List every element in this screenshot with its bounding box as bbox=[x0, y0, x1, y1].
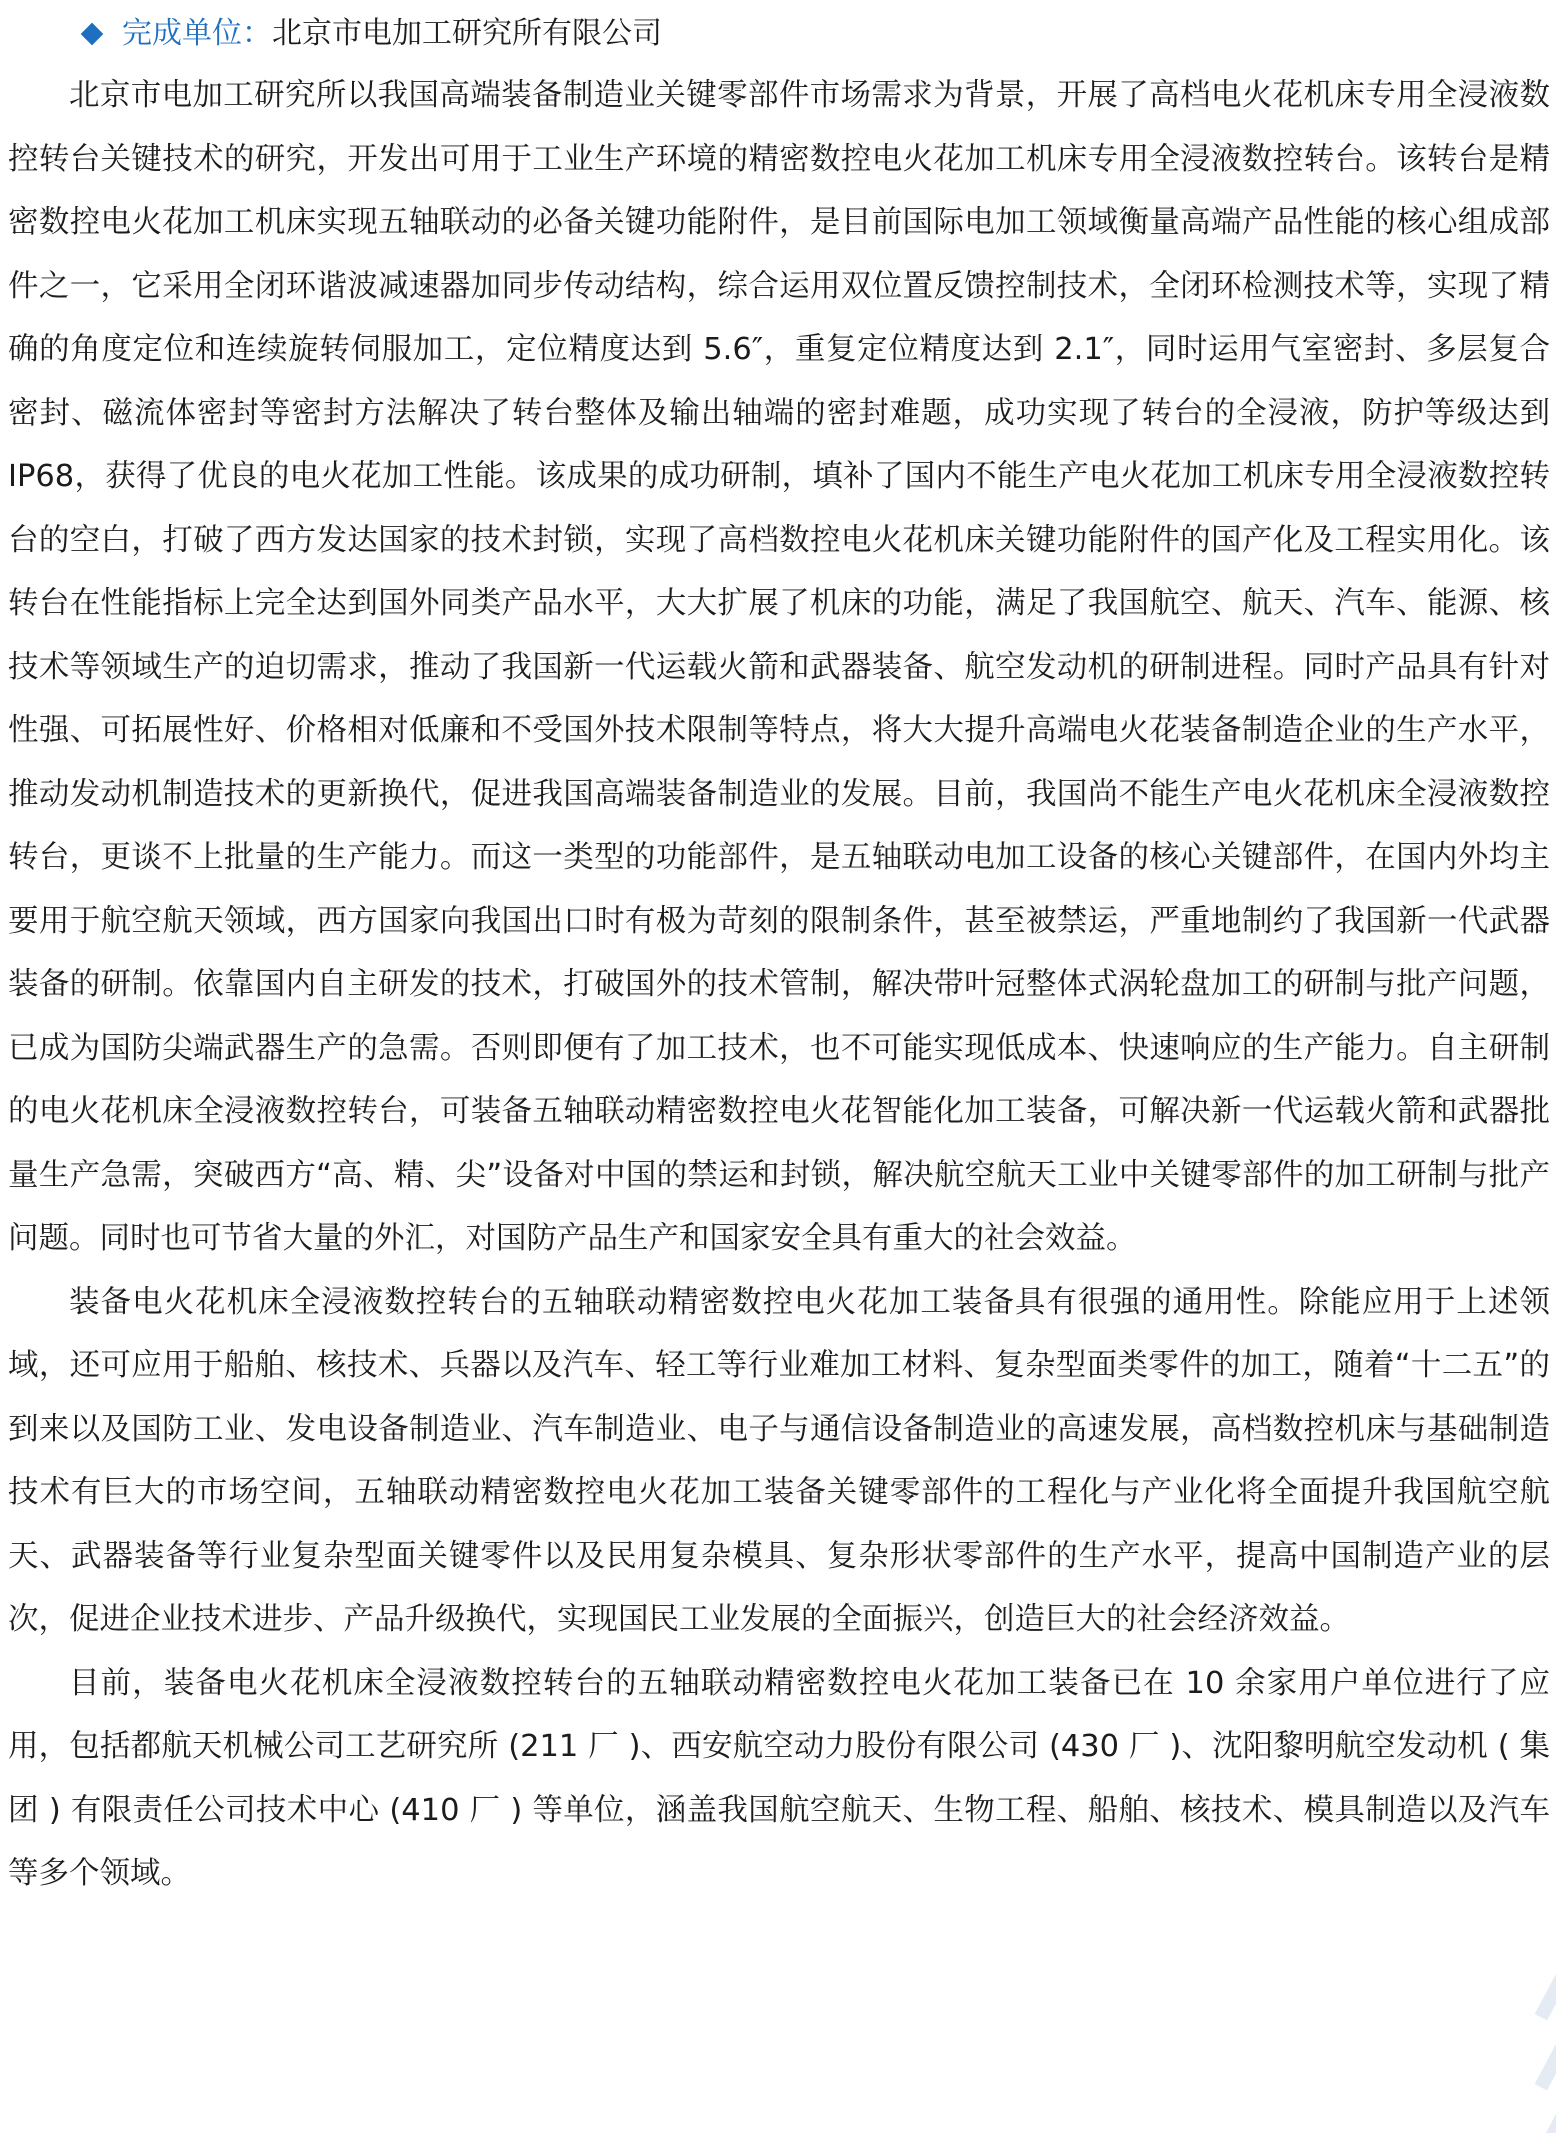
paragraph-3: 目前，装备电火花机床全浸液数控转台的五轴联动精密数控电火花加工装备已在 10 余家用户单位进行了应用，包括都航天机械公司工艺研究所 (211 厂 )、西安航空动力股份有限公司 (430 厂 )、沈阳黎明航空发动机 ( 集团 ) 有限责任公司技术中心 (410 厂 ) 等单位，涵盖我国航空航天、生物工程、船舶、核技术、模具制造以及汽车等多个领域。 bbox=[8, 1665, 1550, 1891]
header-label: 完成单位： bbox=[122, 16, 272, 51]
organization-name: 北京市电加工研究所有限公司 bbox=[272, 16, 662, 51]
unit-header bbox=[80, 10, 662, 58]
article-body bbox=[8, 64, 1550, 1906]
diamond-bullet-icon bbox=[81, 23, 104, 46]
paragraph-2: 装备电火花机床全浸液数控转台的五轴联动精密数控电火花加工装备具有很强的通用性。除能应用于上述领域，还可应用于船舶、核技术、兵器以及汽车、轻工等行业难加工材料、复杂型面类零件的加工，随着“十二五”的到来以及国防工业、发电设备制造业、汽车制造业、电子与通信设备制造业的高速发展，高档数控机床与基础制造技术有巨大的市场空间，五轴联动精密数控电火花加工装备关键零部件的工程化与产业化将全面提升我国航空航天、武器装备等行业复杂型面关键零件以及民用复杂模具、复杂形状零部件的生产水平，提高中国制造产业的层次，促进企业技术进步、产品升级换代，实现国民工业发展的全面振兴，创造巨大的社会经济效益。 bbox=[8, 1284, 1550, 1637]
paragraph-1: 北京市电加工研究所以我国高端装备制造业关键零部件市场需求为背景，开展了高档电火花机床专用全浸液数控转台关键技术的研究，开发出可用于工业生产环境的精密数控电火花加工机床专用全浸液数控转台。该转台是精密数控电火花加工机床实现五轴联动的必备关键功能附件，是目前国际电加工领域衡量高端产品性能的核心组成部件之一，它采用全闭环谐波减速器加同步传动结构，综合运用双位置反馈控制技术，全闭环检测技术等，实现了精确的角度定位和连续旋转伺服加工，定位精度达到 5.6″，重复定位精度达到 2.1″，同时运用气室密封、多层复合密封、磁流体密封等密封方法解决了转台整体及输出轴端的密封难题，成功实现了转台的全浸液，防护等级达到 IP68，获得了优良的电火花加工性能。该成果的成功研制，填补了国内不能生产电火花加工机床专用全浸液数控转台的空白，打破了西方发达国家的技术封锁，实现了高档数控电火花机床关键功能附件的国产化及工程实用化。该转台在性能指标上完全达到国外同类产品水平，大大扩展了机床的功能，满足了我国航空、航天、汽车、能源、核技术等领域生产的迫切需求，推动了我国新一代运载火箭和武器装备、航空发动机的研制进程。同时产品具有针对性强、可拓展性好、价格相对低廉和不受国外技术限制等特点，将大大提升高端电火花装备制造企业的生产水平，推动发动机制造技术的更新换代，促进我国高端装备制造业的发展。目前，我国尚不能生产电火花机床全浸液数控转台，更谈不上批量的生产能力。而这一类型的功能部件，是五轴联动电加工设备的核心关键部件，在国内外均主要用于航空航天领域，西方国家向我国出口时有极为苛刻的限制条件，甚至被禁运，严重地制约了我国新一代武器装备的研制。依靠国内自主研发的技术，打破国外的技术管制，解决带叶冠整体式涡轮盘加工的研制与批产问题，已成为国防尖端武器生产的急需。否则即便有了加工技术，也不可能实现低成本、快速响应的生产能力。自主研制的电火花机床全浸液数控转台，可装备五轴联动精密数控电火花智能化加工装备，可解决新一代运载火箭和武器批量生产急需，突破西方“高、精、尖”设备对中国的禁运和封锁，解决航空航天工业中关键零部件的加工研制与批产问题。同时也可节省大量的外汇，对国防产品生产和国家安全具有重大的社会效益。 bbox=[8, 78, 1550, 1256]
